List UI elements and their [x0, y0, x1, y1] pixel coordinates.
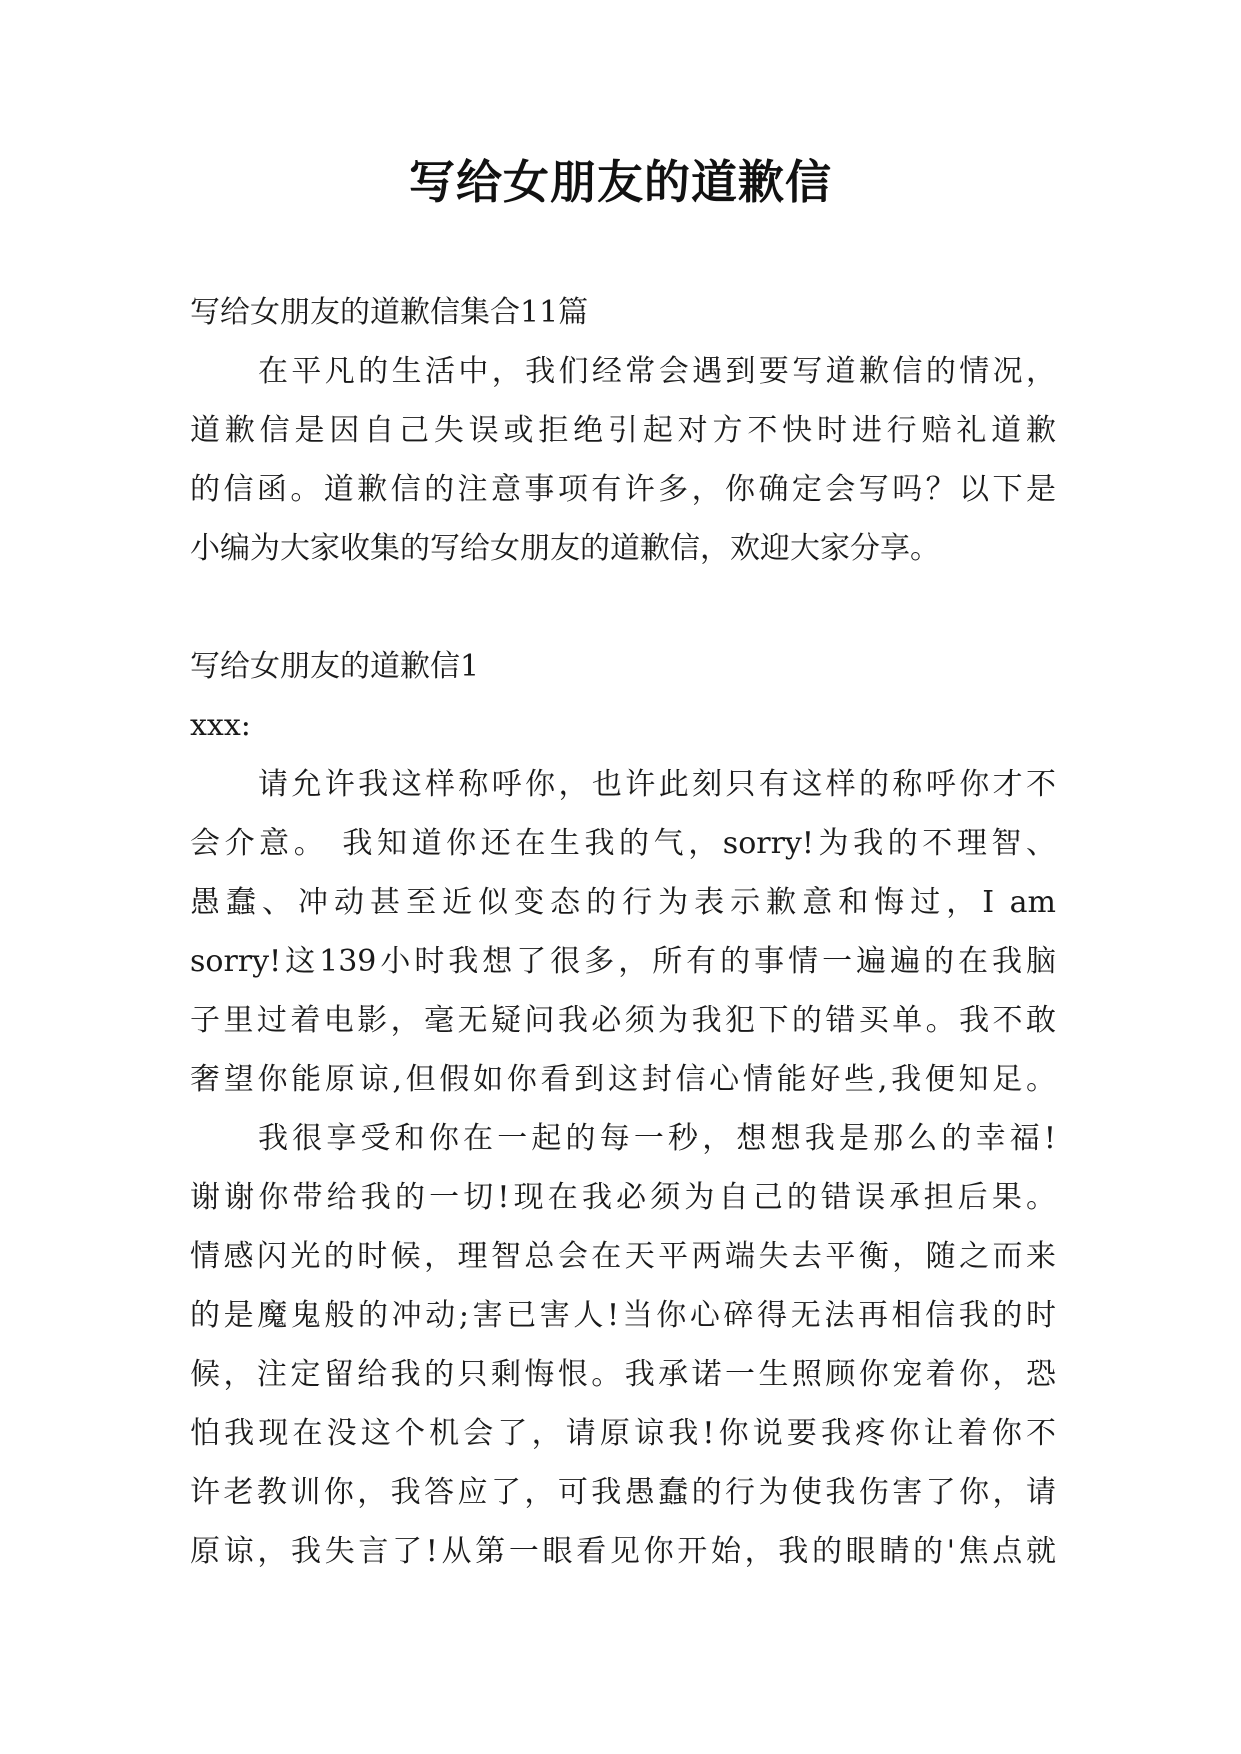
letter-line: 我很享受和你在一起的每一秒，想想我是那么的幸福! — [258, 1121, 1056, 1156]
intro-line: 道歉信是因自己失误或拒绝引起对方不快时进行赔礼道歉 — [190, 413, 1056, 448]
letter-paragraph-2 — [190, 1109, 1056, 1581]
letter-line: 的是魔鬼般的冲动;害已害人!当你心碎得无法再相信我的时 — [190, 1298, 1056, 1333]
letter-line: 怕我现在没这个机会了，请原谅我!你说要我疼你让着你不 — [190, 1416, 1056, 1451]
letter-line: 愚蠢、冲动甚至近似变态的行为表示歉意和悔过，I am — [190, 885, 1056, 920]
document-body — [190, 283, 1056, 1581]
letter-line: 许老教训你，我答应了，可我愚蠢的行为使我伤害了你，请 — [190, 1475, 1056, 1510]
intro-line: 在平凡的生活中，我们经常会遇到要写道歉信的情况， — [258, 354, 1056, 389]
letter-heading: 写给女朋友的道歉信1 — [190, 649, 480, 684]
letter-line: 谢谢你带给我的一切!现在我必须为自己的错误承担后果。 — [190, 1180, 1056, 1215]
letter-line: 请允许我这样称呼你，也许此刻只有这样的称呼你才不 — [258, 767, 1056, 802]
letter-salutation: xxx: — [190, 708, 251, 743]
collection-heading: 写给女朋友的道歉信集合11篇 — [190, 295, 589, 330]
letter-line: sorry!这139小时我想了很多，所有的事情一遍遍的在我脑 — [190, 944, 1056, 979]
intro-paragraph — [190, 342, 1056, 578]
intro-line: 的信函。道歉信的注意事项有许多，你确定会写吗？以下是 — [190, 472, 1056, 507]
letter-line: 候，注定留给我的只剩悔恨。我承诺一生照顾你宠着你，恐 — [190, 1357, 1056, 1392]
letter-line: 会介意。 我知道你还在生我的气，sorry!为我的不理智、 — [190, 826, 1056, 861]
document-title: 写给女朋友的道歉信 — [409, 155, 832, 209]
letter-line: 情感闪光的时候，理智总会在天平两端失去平衡，随之而来 — [190, 1239, 1056, 1274]
letter-line: 原谅，我失言了!从第一眼看见你开始，我的眼睛的'焦点就 — [190, 1534, 1056, 1569]
letter-line: 子里过着电影，毫无疑问我必须为我犯下的错买单。我不敢 — [190, 1003, 1056, 1038]
letter-line: 奢望你能原谅,但假如你看到这封信心情能好些,我便知足。 — [190, 1062, 1056, 1097]
intro-line: 小编为大家收集的写给女朋友的道歉信，欢迎大家分享。 — [190, 531, 940, 566]
letter-paragraph-1 — [190, 755, 1056, 1109]
section-spacer — [190, 578, 1056, 637]
